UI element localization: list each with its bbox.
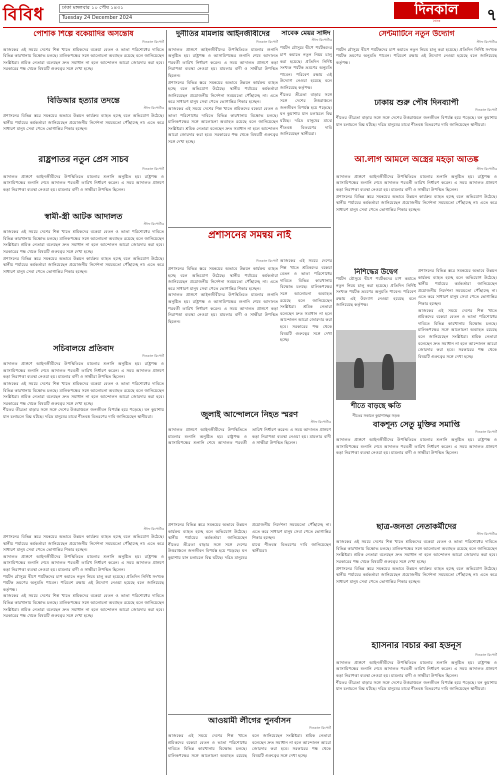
photo-sky	[336, 330, 416, 362]
article-body: আজকের এই সময়ে দেশের শিল্প খাতে শ্রমিকদের বকেয়া বেতন ও ভাতা পরিশোধের দাবিতে বিভিন্ন কারখানায় বিক্ষোভ চলছে। মালিকপক্ষের সঙ্গে আলোচনা অব্যাহত রয়েছে বলে জানিয়েছেন সংশ্লিষ্টরা। শ্রমিক নেতারা বলেছেন দ্রুত সমাধান না হলে আন্দোলন আরো জোরদার করা হবে। সরকারের পক্ষ থেকে বিষয়টি গুরুত্বের সঙ্গে দেখা হচ্ছে।	[336, 539, 497, 564]
byline: দিনকাল রিপোর্ট	[142, 354, 164, 359]
article-body-continued: আজকের এই সময়ে দেশের শিল্প খাতে শ্রমিকদের বকেয়া বেতন ও ভাতা পরিশোধের দাবিতে বিভিন্ন কারখানায় বিক্ষোভ চলছে। মালিকপক্ষের সঙ্গে আলোচনা অব্যাহত রয়েছে বলে জানিয়েছেন সংশ্লিষ্টরা। শ্রমিক নেতারা বলেছেন দ্রুত সমাধান না হলে আন্দোলন আরো জোরদার করা হবে। সরকারের পক্ষ থেকে বিষয়টি গুরুত্বের সঙ্গে দেখা হচ্ছে।	[418, 307, 497, 359]
article-left-bottom	[3, 526, 164, 775]
byline: দিনকাল রিপোর্ট	[475, 108, 497, 113]
byline: স্টাফ রিপোর্টার	[143, 527, 164, 531]
article-right-side	[418, 268, 497, 418]
article-body: আদালত প্রাঙ্গণে আইনজীবীদের উপস্থিতিতে মামলার শুনানি অনুষ্ঠিত হয়। রাষ্ট্রপক্ষ ও আসামিপক্ষের শুনানি শেষে আদালত পরবর্তী তারিখ নির্ধারণ করেন। এ সময় আদালত প্রাঙ্গণে কড়া নিরাপত্তা ব্যবস্থা নেওয়া হয়। মামলার বাদী ও সাক্ষীরা উপস্থিত ছিলেন।	[168, 46, 278, 78]
article-awami-rehab	[168, 716, 331, 775]
article-bdr	[3, 96, 164, 154]
byline: স্টাফ রিপোর্টার	[143, 106, 164, 111]
article-hasina-trial	[336, 642, 497, 775]
article-ban-concern	[336, 268, 416, 328]
photo-ground	[336, 362, 416, 401]
article-arms	[336, 156, 497, 266]
headline: আ.লীগ আমলে অস্ত্রের মহড়া আতঙ্ক	[354, 156, 479, 165]
article-garment	[3, 30, 164, 94]
byline: স্টাফ রিপোর্টার	[311, 38, 332, 43]
section-divider	[168, 227, 331, 228]
article-body: পর্যটন মৌসুমে দ্বীপে পর্যটকদের চাপ কমাতে নতুন নিয়ম চালু করা হয়েছে। প্রতিদিন নির্দিষ্ট সংখ্যক পর্যটক ভ্রমণের অনুমতি পাবেন। পরিবেশ রক্ষায় এই উদ্যোগ নেওয়া হয়েছে বলে জানিয়েছে কর্তৃপক্ষ।	[336, 276, 416, 308]
photo-winter	[336, 330, 416, 400]
section-name: বিবিধ	[3, 5, 45, 25]
logo-tagline: দৈনিক	[394, 19, 479, 23]
headline: রাষ্ট্রপতির নতুন প্রেস সচিব	[38, 156, 129, 165]
article-body-continued: শীতের তীব্রতা বাড়ার সঙ্গে সঙ্গে দেশের উত্তরাঞ্চলে জনজীবন বিপর্যস্ত হয়ে পড়েছে। ঘন কুয়াশায় যান চলাচলে বিঘ্ন ঘটছে। দরিদ্র মানুষের মাঝে শীতবস্ত্র বিতরণের দাবি জানিয়েছেন স্থানীয়রা।	[336, 679, 497, 692]
article-body-continued: শীতের তীব্রতা বাড়ার সঙ্গে সঙ্গে দেশের উত্তরাঞ্চলে জনজীবন বিপর্যস্ত হয়ে পড়েছে। ঘন কুয়াশায় যান চলাচলে বিঘ্ন ঘটছে। দরিদ্র মানুষের মাঝে শীতবস্ত্র বিতরণের দাবি জানিয়েছেন স্থানীয়রা।	[280, 91, 332, 137]
article-body-continued-2: আজকের এই সময়ে দেশের শিল্প খাতে শ্রমিকদের বকেয়া বেতন ও ভাতা পরিশোধের দাবিতে বিভিন্ন কারখানায় বিক্ষোভ চলছে। মালিকপক্ষের সঙ্গে আলোচনা অব্যাহত রয়েছে বলে জানিয়েছেন সংশ্লিষ্টরা। শ্রমিক নেতারা বলেছেন দ্রুত সমাধান না হলে আন্দোলন আরো জোরদার করা হবে। সরকারের পক্ষ থেকে বিষয়টি গুরুত্বের সঙ্গে দেখা হচ্ছে।	[168, 105, 278, 144]
byline: স্টাফ রিপোর্টার	[310, 420, 331, 425]
article-body: আজকের এই সময়ে দেশের শিল্প খাতে শ্রমিকদের বকেয়া বেতন ও ভাতা পরিশোধের দাবিতে বিভিন্ন কারখানায় বিক্ষোভ চলছে। মালিকপক্ষের সঙ্গে আলোচনা অব্যাহত রয়েছে বলে জানিয়েছেন সংশ্লিষ্টরা। শ্রমিক নেতারা বলেছেন দ্রুত সমাধান না হলে আন্দোলন আরো জোরদার করা হবে। সরকারের পক্ষ থেকে বিষয়টি গুরুত্বের সঙ্গে দেখা হচ্ছে।	[3, 46, 164, 72]
article-body: আদালত প্রাঙ্গণে আইনজীবীদের উপস্থিতিতে মামলার শুনানি অনুষ্ঠিত হয়। রাষ্ট্রপক্ষ ও আসামিপক্ষের শুনানি শেষে আদালত পরবর্তী তারিখ নির্ধারণ করেন। এ সময় আদালত প্রাঙ্গণে কড়া নিরাপত্তা ব্যবস্থা নেওয়া হয়। মামলার বাদী ও সাক্ষীরা উপস্থিত ছিলেন।	[168, 427, 331, 446]
article-body: প্রশাসনের বিভিন্ন স্তরে সমন্বয়ের অভাবে উন্নয়ন কার্যক্রম ব্যাহত হচ্ছে বলে অভিযোগ উঠেছে। স্থানীয় পর্যায়ের কর্মকর্তারা জানিয়েছেন প্রয়োজনীয় নির্দেশনা সময়মতো পৌঁছাচ্ছে না। এতে করে সাধারণ মানুষ সেবা পেতে ভোগান্তির শিকার হচ্ছেন।	[168, 266, 278, 291]
column-divider	[166, 30, 167, 775]
article-students	[336, 522, 497, 640]
headline: জুলাই আন্দোলনে নিহত স্মরণ	[201, 410, 298, 419]
article-body-continued: প্রশাসনের বিভিন্ন স্তরে সমন্বয়ের অভাবে উন্নয়ন কার্যক্রম ব্যাহত হচ্ছে বলে অভিযোগ উঠেছে। স্থানীয় পর্যায়ের কর্মকর্তারা জানিয়েছেন প্রয়োজনীয় নির্দেশনা সময়মতো পৌঁছাচ্ছে না। এতে করে সাধারণ মানুষ সেবা পেতে ভোগান্তির শিকার হচ্ছেন।	[336, 565, 497, 584]
photo-caption: শীতের সকালে কুয়াশাচ্ছন্ন সড়ক	[352, 413, 400, 418]
headline: বাকশূন্য সেতু মুক্তির সমাপ্তি	[373, 420, 460, 429]
article-body: আদালত প্রাঙ্গণে আইনজীবীদের উপস্থিতিতে মামলার শুনানি অনুষ্ঠিত হয়। রাষ্ট্রপক্ষ ও আসামিপক্ষের শুনানি শেষে আদালত পরবর্তী তারিখ নির্ধারণ করেন। এ সময় আদালত প্রাঙ্গণে কড়া নিরাপত্তা ব্যবস্থা নেওয়া হয়। মামলার বাদী ও সাক্ষীরা উপস্থিত ছিলেন।	[336, 437, 497, 456]
article-body-continued: প্রশাসনের বিভিন্ন স্তরে সমন্বয়ের অভাবে উন্নয়ন কার্যক্রম ব্যাহত হচ্ছে বলে অভিযোগ উঠেছে। স্থানীয় পর্যায়ের কর্মকর্তারা জানিয়েছেন প্রয়োজনীয় নির্দেশনা সময়মতো পৌঁছাচ্ছে না। এতে করে সাধারণ মানুষ সেবা পেতে ভোগান্তির শিকার হচ্ছেন।	[3, 255, 164, 274]
article-body: আদালত প্রাঙ্গণে আইনজীবীদের উপস্থিতিতে মামলার শুনানি অনুষ্ঠিত হয়। রাষ্ট্রপক্ষ ও আসামিপক্ষের শুনানি শেষে আদালত পরবর্তী তারিখ নির্ধারণ করেন। এ সময় আদালত প্রাঙ্গণে কড়া নিরাপত্তা ব্যবস্থা নেওয়া হয়। মামলার বাদী ও সাক্ষীরা উপস্থিত ছিলেন।	[336, 173, 497, 192]
column-divider	[333, 30, 334, 775]
headline: নিশিদ্ধের উদ্বেগ	[354, 268, 398, 276]
headline: হাসিনার বিচার করা ইউনূস	[371, 642, 462, 651]
masthead	[3, 2, 497, 26]
article-bridge	[336, 420, 497, 520]
article-body-continued-2: পর্যটন মৌসুমে দ্বীপে পর্যটকদের চাপ কমাতে নতুন নিয়ম চালু করা হয়েছে। প্রতিদিন নির্দিষ্ট সংখ্যক পর্যটক ভ্রমণের অনুমতি পাবেন। পরিবেশ রক্ষায় এই উদ্যোগ নেওয়া হয়েছে বলে জানিয়েছে কর্তৃপক্ষ।	[3, 573, 164, 592]
article-saint-martin	[336, 30, 497, 96]
byline: দিনকাল রিপোর্ট	[256, 39, 278, 44]
byline: স্টাফ রিপোর্টার	[476, 39, 497, 44]
byline: দিনকাল রিপোর্ট	[256, 259, 278, 263]
article-body-continued-2: শীতের তীব্রতা বাড়ার সঙ্গে সঙ্গে দেশের উত্তরাঞ্চলে জনজীবন বিপর্যস্ত হয়ে পড়েছে। ঘন কুয়াশায় যান চলাচলে বিঘ্ন ঘটছে। দরিদ্র মানুষের মাঝে শীতবস্ত্র বিতরণের দাবি জানিয়েছেন স্থানীয়রা।	[3, 407, 164, 419]
headline: প্রশাসনের সমন্বয় নাই	[208, 230, 291, 241]
headline: ছাত্র-জনতা নেতাকর্মীদের	[376, 522, 457, 531]
article-body: প্রশাসনের বিভিন্ন স্তরে সমন্বয়ের অভাবে উন্নয়ন কার্যক্রম ব্যাহত হচ্ছে বলে অভিযোগ উঠেছে। স্থানীয় পর্যায়ের কর্মকর্তারা জানিয়েছেন প্রয়োজনীয় নির্দেশনা সময়মতো পৌঁছাচ্ছে না। এতে করে সাধারণ মানুষ সেবা পেতে ভোগান্তির শিকার হচ্ছেন।	[168, 522, 331, 541]
article-body: পর্যটন মৌসুমে দ্বীপে পর্যটকদের চাপ কমাতে নতুন নিয়ম চালু করা হয়েছে। প্রতিদিন নির্দিষ্ট সংখ্যক পর্যটক ভ্রমণের অনুমতি পাবেন। পরিবেশ রক্ষায় এই উদ্যোগ নেওয়া হয়েছে বলে জানিয়েছে কর্তৃপক্ষ।	[280, 45, 332, 91]
photo-headline: শীতে বাড়ছে ক্ষতি	[351, 401, 401, 410]
article-body: প্রশাসনের বিভিন্ন স্তরে সমন্বয়ের অভাবে উন্নয়ন কার্যক্রম ব্যাহত হচ্ছে বলে অভিযোগ উঠেছে। স্থানীয় পর্যায়ের কর্মকর্তারা জানিয়েছেন প্রয়োজনীয় নির্দেশনা সময়মতো পৌঁছাচ্ছে না। এতে করে সাধারণ মানুষ সেবা পেতে ভোগান্তির শিকার হচ্ছেন।	[3, 534, 164, 553]
byline: দিনকাল রিপোর্ট	[475, 430, 497, 435]
newspaper-logo	[394, 2, 479, 23]
headline: পোশাক শিল্পে বকেয়াদির অসন্তোষ	[33, 30, 134, 38]
headline: সচিবালয়ে প্রতিবাদ	[53, 344, 114, 353]
headline: স্বামী-স্ত্রী আটক আদালত	[44, 212, 123, 221]
article-body-continued: আজকের এই সময়ে দেশের শিল্প খাতে শ্রমিকদের বকেয়া বেতন ও ভাতা পরিশোধের দাবিতে বিভিন্ন কারখানায় বিক্ষোভ চলছে। মালিকপক্ষের সঙ্গে আলোচনা অব্যাহত রয়েছে বলে জানিয়েছেন সংশ্লিষ্টরা। শ্রমিক নেতারা বলেছেন দ্রুত সমাধান না হলে আন্দোলন আরো জোরদার করা হবে। সরকারের পক্ষ থেকে বিষয়টি গুরুত্বের সঙ্গে দেখা হচ্ছে।	[3, 380, 164, 406]
headline: ঢাকায় শুরু পৌষ দিনব্যাপী	[374, 98, 459, 107]
article-body: আদালত প্রাঙ্গণে আইনজীবীদের উপস্থিতিতে মামলার শুনানি অনুষ্ঠিত হয়। রাষ্ট্রপক্ষ ও আসামিপক্ষের শুনানি শেষে আদালত পরবর্তী তারিখ নির্ধারণ করেন। এ সময় আদালত প্রাঙ্গণে কড়া নিরাপত্তা ব্যবস্থা নেওয়া হয়। মামলার বাদী ও সাক্ষীরা উপস্থিত ছিলেন।	[3, 361, 164, 380]
article-poush	[336, 98, 497, 154]
byline: দিনকাল রিপোর্ট	[142, 39, 164, 44]
date-bengali: ঢাকা মঙ্গলবার ১০ পৌষ ১৪৩১	[59, 4, 209, 13]
article-secretariat	[3, 344, 164, 524]
page-number: ৭	[486, 5, 497, 24]
article-body: আজকের এই সময়ে দেশের শিল্প খাতে শ্রমিকদের বকেয়া বেতন ও ভাতা পরিশোধের দাবিতে বিভিন্ন কারখানায় বিক্ষোভ চলছে। মালিকপক্ষের সঙ্গে আলোচনা অব্যাহত রয়েছে বলে জানিয়েছেন সংশ্লিষ্টরা। শ্রমিক নেতারা বলেছেন দ্রুত সমাধান না হলে আন্দোলন আরো জোরদার করা হবে। সরকারের পক্ষ থেকে বিষয়টি গুরুত্বের সঙ্গে দেখা হচ্ছে।	[280, 258, 332, 343]
article-body-continued-3: আজকের এই সময়ে দেশের শিল্প খাতে শ্রমিকদের বকেয়া বেতন ও ভাতা পরিশোধের দাবিতে বিভিন্ন কারখানায় বিক্ষোভ চলছে। মালিকপক্ষের সঙ্গে আলোচনা অব্যাহত রয়েছে বলে জানিয়েছেন সংশ্লিষ্টরা। শ্রমিক নেতারা বলেছেন দ্রুত সমাধান না হলে আন্দোলন আরো জোরদার করা হবে। সরকারের পক্ষ থেকে বিষয়টি গুরুত্বের সঙ্গে দেখা হচ্ছে।	[3, 593, 164, 619]
article-body: পর্যটন মৌসুমে দ্বীপে পর্যটকদের চাপ কমাতে নতুন নিয়ম চালু করা হয়েছে। প্রতিদিন নির্দিষ্ট সংখ্যক পর্যটক ভ্রমণের অনুমতি পাবেন। পরিবেশ রক্ষায় এই উদ্যোগ নেওয়া হয়েছে বলে জানিয়েছে কর্তৃপক্ষ।	[336, 46, 497, 65]
byline: স্টাফ রিপোর্টার	[476, 532, 497, 537]
byline: দিনকাল রিপোর্ট	[309, 726, 331, 731]
section-divider	[168, 714, 331, 715]
date-english: Tuesday 24 December 2024	[59, 14, 209, 23]
article-body-continued: প্রশাসনের বিভিন্ন স্তরে সমন্বয়ের অভাবে উন্নয়ন কার্যক্রম ব্যাহত হচ্ছে বলে অভিযোগ উঠেছে। স্থানীয় পর্যায়ের কর্মকর্তারা জানিয়েছেন প্রয়োজনীয় নির্দেশনা সময়মতো পৌঁছাচ্ছে না। এতে করে সাধারণ মানুষ সেবা পেতে ভোগান্তির শিকার হচ্ছেন।	[336, 193, 497, 212]
photo-caption-block	[336, 400, 416, 418]
logo-text: দিনকাল	[414, 2, 459, 18]
article-couple	[3, 212, 164, 342]
headline: আওয়ামী লীগের পুনর্বাসন	[208, 716, 291, 725]
article-body: প্রশাসনের বিভিন্ন স্তরে সমন্বয়ের অভাবে উন্নয়ন কার্যক্রম ব্যাহত হচ্ছে বলে অভিযোগ উঠেছে। স্থানীয় পর্যায়ের কর্মকর্তারা জানিয়েছেন প্রয়োজনীয় নির্দেশনা সময়মতো পৌঁছাচ্ছে না। এতে করে সাধারণ মানুষ সেবা পেতে ভোগান্তির শিকার হচ্ছেন।	[418, 268, 497, 306]
byline: দিনকাল রিপোর্ট	[475, 652, 497, 657]
article-body: আদালত প্রাঙ্গণে আইনজীবীদের উপস্থিতিতে মামলার শুনানি অনুষ্ঠিত হয়। রাষ্ট্রপক্ষ ও আসামিপক্ষের শুনানি শেষে আদালত পরবর্তী তারিখ নির্ধারণ করেন। এ সময় আদালত প্রাঙ্গণে কড়া নিরাপত্তা ব্যবস্থা নেওয়া হয়। মামলার বাদী ও সাক্ষীরা উপস্থিত ছিলেন।	[3, 173, 164, 192]
article-body: আজকের এই সময়ে দেশের শিল্প খাতে শ্রমিকদের বকেয়া বেতন ও ভাতা পরিশোধের দাবিতে বিভিন্ন কারখানায় বিক্ষোভ চলছে। মালিকপক্ষের সঙ্গে আলোচনা অব্যাহত রয়েছে বলে জানিয়েছেন সংশ্লিষ্টরা। শ্রমিক নেতারা বলেছেন দ্রুত সমাধান না হলে আন্দোলন আরো জোরদার করা হবে। সরকারের পক্ষ থেকে বিষয়টি গুরুত্বের সঙ্গে দেখা হচ্ছে।	[3, 229, 164, 254]
headline: সাবেক মেয়র সাঈদ	[281, 30, 331, 37]
article-body-continued: আদালত প্রাঙ্গণে আইনজীবীদের উপস্থিতিতে মামলার শুনানি অনুষ্ঠিত হয়। রাষ্ট্রপক্ষ ও আসামিপক্ষের শুনানি শেষে আদালত পরবর্তী তারিখ নির্ধারণ করেন। এ সময় আদালত প্রাঙ্গণে কড়া নিরাপত্তা ব্যবস্থা নেওয়া হয়। মামলার বাদী ও সাক্ষীরা উপস্থিত ছিলেন।	[168, 292, 278, 324]
article-press-secretary	[3, 156, 164, 210]
photo-figure	[382, 354, 394, 390]
article-lawyers	[168, 30, 278, 225]
article-body: প্রশাসনের বিভিন্ন স্তরে সমন্বয়ের অভাবে উন্নয়ন কার্যক্রম ব্যাহত হচ্ছে বলে অভিযোগ উঠেছে। স্থানীয় পর্যায়ের কর্মকর্তারা জানিয়েছেন প্রয়োজনীয় নির্দেশনা সময়মতো পৌঁছাচ্ছে না। এতে করে সাধারণ মানুষ সেবা পেতে ভোগান্তির শিকার হচ্ছেন।	[3, 113, 164, 132]
article-mayor	[280, 30, 332, 225]
headline: বিডিআর হত্যার তদন্তে	[47, 96, 120, 105]
article-body-continued: প্রশাসনের বিভিন্ন স্তরে সমন্বয়ের অভাবে উন্নয়ন কার্যক্রম ব্যাহত হচ্ছে বলে অভিযোগ উঠেছে। স্থানীয় পর্যায়ের কর্মকর্তারা জানিয়েছেন প্রয়োজনীয় নির্দেশনা সময়মতো পৌঁছাচ্ছে না। এতে করে সাধারণ মানুষ সেবা পেতে ভোগান্তির শিকার হচ্ছেন।	[168, 79, 278, 105]
article-body: শীতের তীব্রতা বাড়ার সঙ্গে সঙ্গে দেশের উত্তরাঞ্চলে জনজীবন বিপর্যস্ত হয়ে পড়েছে। ঘন কুয়াশায় যান চলাচলে বিঘ্ন ঘটছে। দরিদ্র মানুষের মাঝে শীতবস্ত্র বিতরণের দাবি জানিয়েছেন স্থানীয়রা।	[336, 115, 497, 127]
byline: দিনকাল রিপোর্ট	[142, 166, 164, 171]
article-admin	[168, 258, 278, 408]
article-body-continued: শীতের তীব্রতা বাড়ার সঙ্গে সঙ্গে দেশের উত্তরাঞ্চলে জনজীবন বিপর্যস্ত হয়ে পড়েছে। ঘন কুয়াশায় যান চলাচলে বিঘ্ন ঘটছে। দরিদ্র মানুষের মাঝে শীতবস্ত্র বিতরণের দাবি জানিয়েছেন স্থানীয়রা।	[168, 541, 331, 560]
masthead-rule	[3, 27, 497, 28]
article-mid-lower	[168, 522, 331, 712]
photo-figure	[354, 358, 364, 388]
article-body: আজকের এই সময়ে দেশের শিল্প খাতে শ্রমিকদের বকেয়া বেতন ও ভাতা পরিশোধের দাবিতে বিভিন্ন কারখানায় বিক্ষোভ চলছে। মালিকপক্ষের সঙ্গে আলোচনা অব্যাহত রয়েছে বলে জানিয়েছেন সংশ্লিষ্টরা। শ্রমিক নেতারা বলেছেন দ্রুত সমাধান না হলে আন্দোলন আরো জোরদার করা হবে। সরকারের পক্ষ থেকে বিষয়টি গুরুত্বের সঙ্গে দেখা হচ্ছে।	[168, 733, 331, 758]
article-body: আদালত প্রাঙ্গণে আইনজীবীদের উপস্থিতিতে মামলার শুনানি অনুষ্ঠিত হয়। রাষ্ট্রপক্ষ ও আসামিপক্ষের শুনানি শেষে আদালত পরবর্তী তারিখ নির্ধারণ করেন। এ সময় আদালত প্রাঙ্গণে কড়া নিরাপত্তা ব্যবস্থা নেওয়া হয়। মামলার বাদী ও সাক্ষীরা উপস্থিত ছিলেন।	[336, 659, 497, 678]
article-body-continued: আদালত প্রাঙ্গণে আইনজীবীদের উপস্থিতিতে মামলার শুনানি অনুষ্ঠিত হয়। রাষ্ট্রপক্ষ ও আসামিপক্ষের শুনানি শেষে আদালত পরবর্তী তারিখ নির্ধারণ করেন। এ সময় আদালত প্রাঙ্গণে কড়া নিরাপত্তা ব্যবস্থা নেওয়া হয়। মামলার বাদী ও সাক্ষীরা উপস্থিত ছিলেন।	[3, 553, 164, 572]
article-admin-side	[280, 258, 332, 408]
byline: স্টাফ রিপোর্টার	[476, 166, 497, 171]
article-july-movement	[168, 410, 331, 520]
headline-admin-block	[168, 230, 331, 260]
headline: সেন্টমার্টিনে নতুন উদ্যোগ	[378, 30, 455, 38]
byline: স্টাফ রিপোর্টার	[143, 222, 164, 227]
dateline	[59, 4, 209, 24]
headline: দুর্নীতির মামলায় আইনজীবীদের	[176, 30, 270, 38]
